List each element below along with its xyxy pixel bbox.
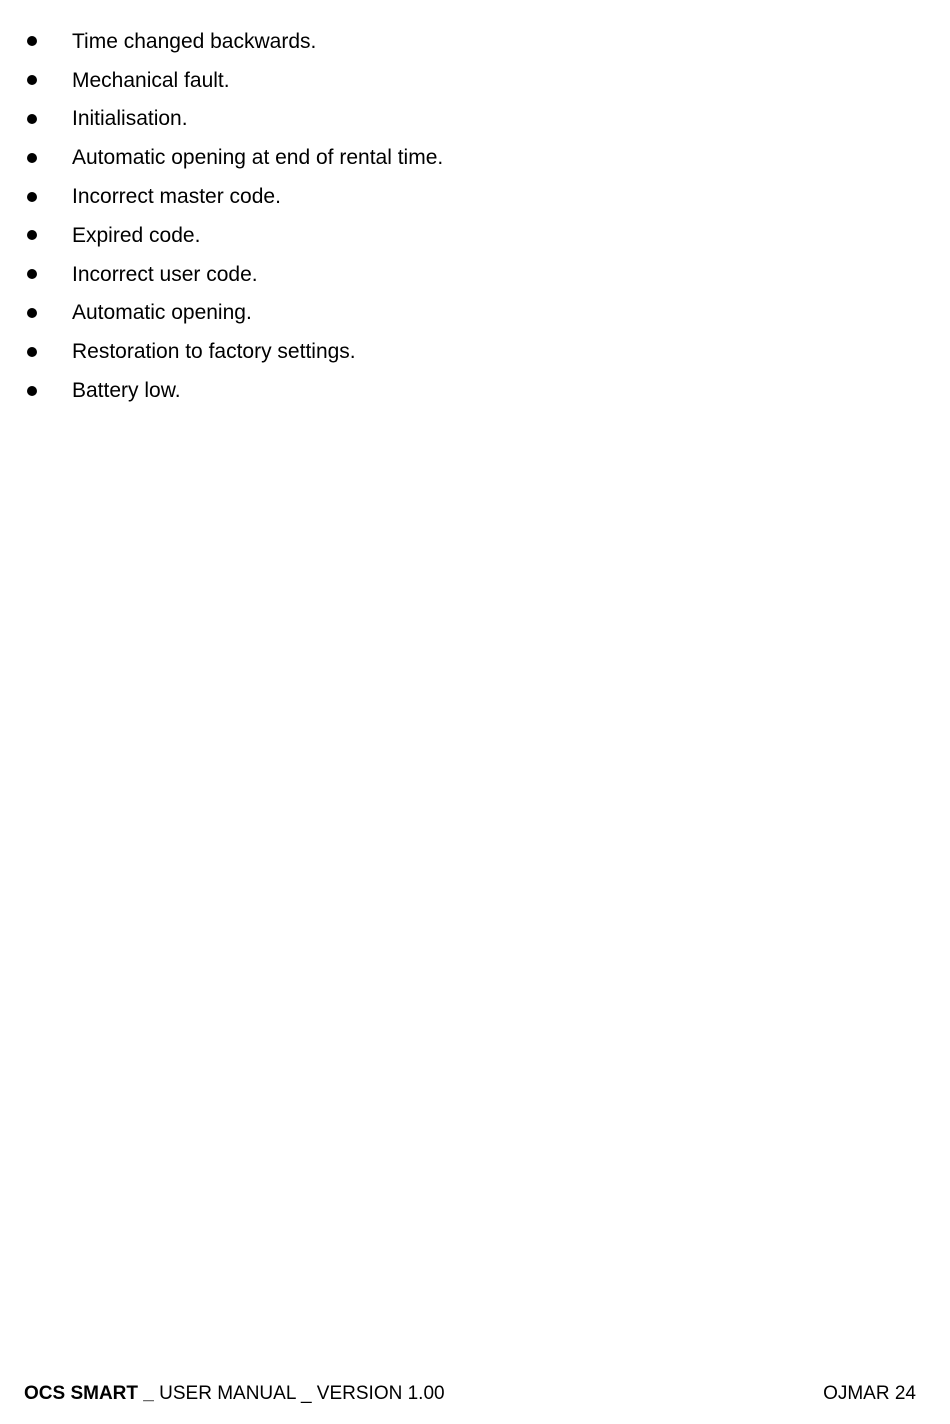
bullet-icon [27, 114, 37, 124]
list-item-text: Battery low. [72, 378, 181, 402]
list-item [24, 294, 904, 333]
bullet-icon [27, 36, 37, 46]
list-item-text: Time changed backwards. [72, 29, 317, 53]
bullet-icon [27, 153, 37, 163]
bullet-icon [27, 386, 37, 396]
list-item [24, 371, 904, 410]
footer-manual-version: USER MANUAL _ VERSION 1.00 [153, 1383, 445, 1404]
list-item-text: Automatic opening at end of rental time. [72, 146, 444, 170]
list-item [24, 22, 904, 61]
list-item [24, 138, 904, 177]
bullet-icon [27, 269, 37, 279]
list-item-text: Incorrect user code. [72, 262, 258, 286]
list-item [24, 255, 904, 294]
list-item-text: Incorrect master code. [72, 184, 281, 208]
page-footer [24, 1380, 916, 1408]
footer-document-title [24, 1383, 445, 1405]
list-item-text: Automatic opening. [72, 301, 252, 325]
bullet-icon [27, 347, 37, 357]
footer-page-number: OJMAR 24 [823, 1383, 916, 1404]
list-item-text: Restoration to factory settings. [72, 340, 356, 364]
bullet-icon [27, 308, 37, 318]
bullet-list [24, 22, 904, 410]
list-item-text: Initialisation. [72, 107, 188, 131]
list-item [24, 61, 904, 100]
list-item-text: Mechanical fault. [72, 68, 230, 92]
list-item [24, 332, 904, 371]
bullet-icon [27, 230, 37, 240]
bullet-icon [27, 192, 37, 202]
list-item-text: Expired code. [72, 223, 201, 247]
bullet-icon [27, 75, 37, 85]
list-item [24, 177, 904, 216]
list-item [24, 100, 904, 139]
footer-brand: OCS SMART _ [24, 1383, 154, 1404]
list-item [24, 216, 904, 255]
